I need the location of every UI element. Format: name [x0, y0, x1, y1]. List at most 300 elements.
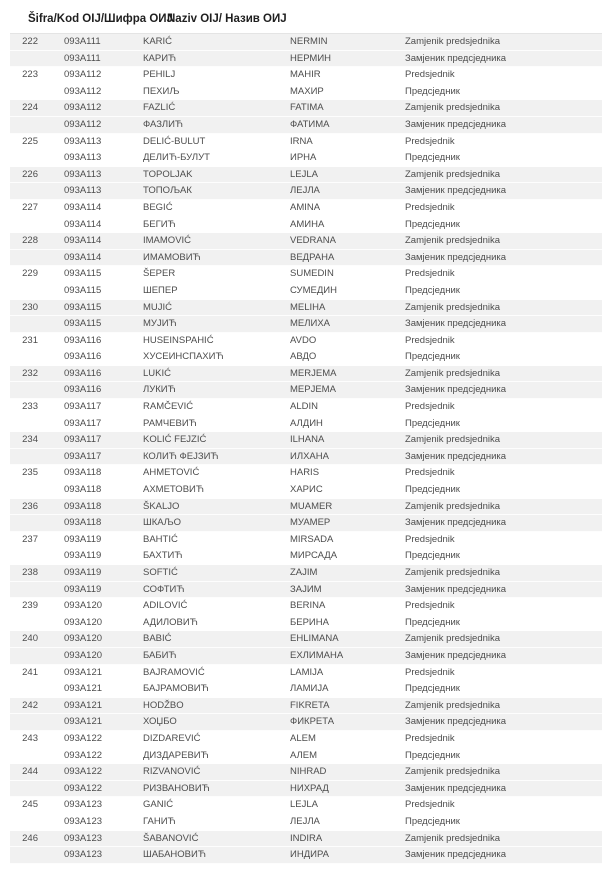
firstname-latin: ALDIN [290, 401, 318, 413]
firstname-cyrillic: МЕРЈЕМА [290, 384, 336, 396]
table-entry [10, 399, 602, 432]
table-row-cyrillic [10, 582, 602, 599]
table-row-cyrillic [10, 183, 602, 200]
oij-code-repeat: 093A116 [64, 351, 102, 363]
table-row-cyrillic [10, 349, 602, 366]
role-latin: Zamjenik predsjednika [405, 766, 501, 778]
table-row-latin [10, 34, 602, 51]
row-number: 228 [22, 235, 38, 247]
surname-latin: HODŽBO [143, 699, 184, 711]
oij-code: 093A115 [64, 301, 102, 313]
firstname-latin: SUMEDIN [290, 268, 334, 280]
surname-cyrillic: ШЕПЕР [143, 284, 178, 296]
surname-cyrillic: ТОПОЉАК [143, 185, 192, 197]
firstname-cyrillic: МУАМЕР [290, 517, 331, 529]
row-number: 233 [22, 401, 38, 413]
firstname-cyrillic: АВДО [290, 351, 317, 363]
table-entry [10, 432, 602, 465]
table-row-latin [10, 67, 602, 84]
oij-code-repeat: 093A112 [64, 85, 102, 97]
oij-code-repeat: 093A114 [64, 251, 102, 263]
role-latin: Predsjednik [405, 799, 455, 811]
table-row-cyrillic [10, 382, 602, 399]
oij-code: 093A116 [64, 334, 102, 346]
surname-cyrillic: ПЕХИЉ [143, 85, 180, 97]
surname-cyrillic: ФАЗЛИЋ [143, 118, 184, 130]
role-cyrillic: Предсједник [405, 284, 460, 296]
row-number: 242 [22, 699, 38, 711]
oij-code: 093A119 [64, 567, 102, 578]
table-row-cyrillic [10, 150, 602, 167]
table-row-cyrillic [10, 51, 602, 68]
surname-latin: LUKIĆ [143, 367, 171, 379]
table-row-cyrillic [10, 416, 602, 433]
row-number: 230 [22, 301, 38, 313]
table-row-latin [10, 300, 602, 317]
firstname-cyrillic: ИРНА [290, 152, 317, 164]
row-number: 238 [22, 567, 38, 578]
row-number: 231 [22, 334, 38, 346]
surname-cyrillic: КОЛИЋ ФЕЈЗИЋ [143, 450, 219, 462]
row-number: 222 [22, 36, 38, 47]
row-number: 224 [22, 102, 38, 114]
role-latin: Zamjenik predsjednika [405, 832, 501, 844]
table-entry [10, 233, 602, 266]
role-cyrillic: Замјеник предсједника [405, 849, 507, 861]
surname-cyrillic: БАБИЋ [143, 649, 177, 661]
table-entry [10, 100, 602, 133]
oij-code: 093A112 [64, 69, 102, 81]
oij-code-repeat: 093A115 [64, 284, 102, 296]
oij-code-repeat: 093A115 [64, 318, 102, 330]
firstname-cyrillic: ЕХЛИМАНА [290, 649, 344, 661]
table-row-cyrillic [10, 250, 602, 267]
role-cyrillic: Замјеник предсједника [405, 782, 507, 794]
oij-code-repeat: 093A122 [64, 782, 103, 794]
table-row-latin [10, 698, 602, 715]
firstname-latin: MAHIR [290, 69, 321, 81]
firstname-cyrillic: АМИНА [290, 218, 325, 230]
table-row-latin [10, 432, 602, 449]
row-number: 241 [22, 666, 38, 678]
table-row-cyrillic [10, 548, 602, 565]
table-entry [10, 764, 602, 797]
surname-latin: MUJIĆ [143, 301, 173, 313]
oij-code-repeat: 093A121 [64, 716, 103, 728]
role-cyrillic: Предсједник [405, 749, 460, 761]
oij-code: 093A113 [64, 168, 102, 180]
role-cyrillic: Замјеник предсједника [405, 716, 507, 728]
role-cyrillic: Предсједник [405, 85, 460, 97]
role-latin: Zamjenik predsjednika [405, 367, 501, 379]
firstname-cyrillic: АЛЕМ [290, 749, 318, 761]
surname-cyrillic: ДЕЛИЋ-БУЛУТ [143, 152, 210, 164]
table-entry [10, 565, 602, 598]
firstname-latin: ZAJIM [290, 567, 318, 578]
table-entry [10, 698, 602, 731]
firstname-cyrillic: ВЕДРАНА [290, 251, 335, 263]
table-entry [10, 167, 602, 200]
oij-code: 093A123 [64, 832, 103, 844]
oij-code: 093A116 [64, 367, 102, 379]
table-row-cyrillic [10, 781, 602, 798]
firstname-latin: VEDRANA [290, 235, 336, 247]
surname-latin: TOPOLJAK [143, 168, 193, 180]
oij-code-repeat: 093A117 [64, 417, 102, 429]
oij-code-repeat: 093A123 [64, 849, 103, 861]
surname-latin: BABIĆ [143, 633, 172, 645]
table-entry [10, 465, 602, 498]
role-latin: Zamjenik predsjednika [405, 168, 501, 180]
oij-code: 093A122 [64, 732, 103, 744]
role-latin: Zamjenik predsjednika [405, 301, 501, 313]
surname-cyrillic: СОФТИЋ [143, 583, 185, 595]
firstname-latin: BERINA [290, 600, 326, 612]
table-row-latin [10, 200, 602, 217]
role-latin: Predsjednik [405, 600, 455, 612]
table-row-latin [10, 797, 602, 814]
table-row-latin [10, 399, 602, 416]
firstname-cyrillic: ЛЕЈЛА [290, 185, 320, 197]
role-cyrillic: Замјеник предсједника [405, 583, 507, 595]
oij-code-repeat: 093A118 [64, 517, 102, 529]
row-number: 240 [22, 633, 38, 645]
surname-latin: ADILOVIĆ [143, 600, 188, 612]
role-latin: Predsjednik [405, 135, 455, 147]
role-cyrillic: Предсједник [405, 218, 460, 230]
row-number: 226 [22, 168, 38, 180]
oij-code: 093A114 [64, 201, 102, 213]
oij-code: 093A123 [64, 799, 103, 811]
surname-cyrillic: БЕГИЋ [143, 218, 176, 230]
oij-code: 093A118 [64, 500, 102, 512]
table-row-latin [10, 366, 602, 383]
row-number: 229 [22, 268, 38, 280]
table-row-cyrillic [10, 217, 602, 234]
role-cyrillic: Предсједник [405, 616, 460, 628]
role-latin: Predsjednik [405, 533, 455, 545]
surname-latin: BAJRAMOVIĆ [143, 666, 205, 678]
role-latin: Predsjednik [405, 334, 455, 346]
surname-cyrillic: РИЗВАНОВИЋ [143, 782, 210, 794]
table-row-latin [10, 266, 602, 283]
surname-latin: SOFTIĆ [143, 567, 178, 578]
table-row-latin [10, 831, 602, 848]
surname-cyrillic: ХУСЕИНСПАХИЋ [143, 351, 224, 363]
row-number: 234 [22, 434, 38, 446]
firstname-latin: NERMIN [290, 36, 328, 47]
surname-latin: DELIĆ-BULUT [143, 135, 206, 147]
firstname-latin: IRNA [290, 135, 313, 147]
firstname-latin: NIHRAD [290, 766, 327, 778]
firstname-cyrillic: ЛАМИЈА [290, 683, 329, 695]
firstname-latin: MERJEMA [290, 367, 337, 379]
table-entry [10, 34, 602, 67]
table-row-latin [10, 731, 602, 748]
role-latin: Zamjenik predsjednika [405, 633, 501, 645]
surname-cyrillic: БАЈРАМОВИЋ [143, 683, 209, 695]
table-row-cyrillic [10, 814, 602, 831]
oij-code-repeat: 093A119 [64, 550, 102, 562]
firstname-latin: ILHANA [290, 434, 325, 446]
header-code-column-label: Šifra/Kod OIJ/Шифра ОИЈ [28, 13, 173, 25]
firstname-cyrillic: БЕРИНА [290, 616, 329, 628]
surname-latin: IMAMOVIĆ [143, 235, 192, 247]
firstname-cyrillic: МАХИР [290, 85, 324, 97]
firstname-latin: EHLIMANA [290, 633, 339, 645]
row-number: 236 [22, 500, 38, 512]
firstname-cyrillic: МЕЛИХА [290, 318, 330, 330]
table-row-cyrillic [10, 748, 602, 765]
oij-code: 093A121 [64, 666, 103, 678]
row-number: 225 [22, 135, 38, 147]
firstname-cyrillic: ИЛХАНА [290, 450, 329, 462]
surname-latin: KARIĆ [143, 36, 173, 47]
surname-cyrillic: ДИЗДАРЕВИЋ [143, 749, 209, 761]
oij-code-repeat: 093A113 [64, 185, 102, 197]
table-row-cyrillic [10, 84, 602, 101]
table-entry [10, 631, 602, 664]
table-row-cyrillic [10, 648, 602, 665]
oij-code: 093A113 [64, 135, 102, 147]
oij-code-repeat: 093A113 [64, 152, 102, 164]
table-row-latin [10, 167, 602, 184]
firstname-latin: AMINA [290, 201, 321, 213]
firstname-cyrillic: НЕРМИН [290, 52, 332, 64]
firstname-cyrillic: НИХРАД [290, 782, 329, 794]
role-cyrillic: Замјеник предсједника [405, 517, 507, 529]
firstname-cyrillic: ЛЕЈЛА [290, 815, 320, 827]
firstname-cyrillic: ФИКРЕТА [290, 716, 335, 728]
firstname-latin: LEJLA [290, 168, 318, 180]
oij-code: 093A119 [64, 533, 102, 545]
oij-code: 093A121 [64, 699, 103, 711]
firstname-latin: FIKRETA [290, 699, 330, 711]
oij-code-repeat: 093A116 [64, 384, 102, 396]
surname-cyrillic: ШКАЉО [143, 517, 182, 529]
surname-latin: ŠEPER [143, 268, 176, 280]
table-entry [10, 797, 602, 830]
role-latin: Predsjednik [405, 268, 455, 280]
oij-code-repeat: 093A122 [64, 749, 103, 761]
role-cyrillic: Замјеник предсједника [405, 384, 507, 396]
row-number: 223 [22, 69, 38, 81]
row-number: 227 [22, 201, 38, 213]
table-row-cyrillic [10, 117, 602, 134]
row-number: 243 [22, 732, 38, 744]
firstname-latin: MUAMER [290, 500, 333, 512]
role-cyrillic: Предсједник [405, 550, 460, 562]
table-entry [10, 731, 602, 764]
firstname-latin: HARIS [290, 467, 320, 479]
surname-cyrillic: РАМЧЕВИЋ [143, 417, 197, 429]
role-latin: Zamjenik predsjednika [405, 235, 501, 247]
role-latin: Zamjenik predsjednika [405, 500, 501, 512]
surname-latin: AHMETOVIĆ [143, 467, 200, 479]
row-number: 239 [22, 600, 38, 612]
surname-latin: GANIĆ [143, 799, 174, 811]
table-entry [10, 532, 602, 565]
role-cyrillic: Замјеник предсједника [405, 185, 507, 197]
table-entry [10, 831, 602, 864]
firstname-cyrillic: ХАРИС [290, 484, 323, 496]
oij-code: 093A115 [64, 268, 102, 280]
oij-officials-table [10, 33, 602, 864]
oij-code: 093A117 [64, 434, 102, 446]
row-number: 235 [22, 467, 38, 479]
table-entry [10, 366, 602, 399]
table-row-cyrillic [10, 515, 602, 532]
role-cyrillic: Предсједник [405, 683, 460, 695]
header-name-column-label: Naziv OIJ/ Назив ОИЈ [167, 13, 287, 25]
oij-code: 093A112 [64, 102, 102, 114]
oij-code-repeat: 093A119 [64, 583, 102, 595]
oij-code-repeat: 093A120 [64, 616, 103, 628]
firstname-latin: INDIRA [290, 832, 323, 844]
table-row-latin [10, 665, 602, 682]
role-latin: Predsjednik [405, 467, 455, 479]
surname-latin: RIZVANOVIĆ [143, 766, 201, 778]
role-cyrillic: Предсједник [405, 484, 460, 496]
role-latin: Predsjednik [405, 666, 455, 678]
oij-code-repeat: 093A120 [64, 649, 103, 661]
table-row-latin [10, 631, 602, 648]
table-entry [10, 266, 602, 299]
table-row-latin [10, 565, 602, 582]
row-number: 244 [22, 766, 38, 778]
surname-cyrillic: ЛУКИЋ [143, 384, 176, 396]
firstname-latin: FATIMA [290, 102, 324, 114]
firstname-cyrillic: СУМЕДИН [290, 284, 337, 296]
oij-code: 093A122 [64, 766, 103, 778]
table-header [0, 13, 612, 29]
firstname-cyrillic: АЛДИН [290, 417, 323, 429]
row-number: 232 [22, 367, 38, 379]
row-number: 246 [22, 832, 38, 844]
table-entry [10, 665, 602, 698]
surname-cyrillic: ХОЏБО [143, 716, 177, 728]
surname-latin: HUSEINSPAHIĆ [143, 334, 214, 346]
role-cyrillic: Предсједник [405, 152, 460, 164]
firstname-latin: ALEM [290, 732, 316, 744]
table-row-cyrillic [10, 316, 602, 333]
row-number: 245 [22, 799, 38, 811]
firstname-cyrillic: МИРСАДА [290, 550, 338, 562]
table-row-cyrillic [10, 681, 602, 698]
table-entry [10, 598, 602, 631]
table-row-latin [10, 233, 602, 250]
table-row-latin [10, 465, 602, 482]
table-row-latin [10, 764, 602, 781]
oij-code-repeat: 093A118 [64, 484, 102, 496]
table-entry [10, 300, 602, 333]
surname-cyrillic: КАРИЋ [143, 52, 177, 64]
firstname-cyrillic: ЗАЈИМ [290, 583, 322, 595]
oij-code: 093A114 [64, 235, 102, 247]
oij-code-repeat: 093A112 [64, 118, 102, 130]
role-cyrillic: Замјеник предсједника [405, 118, 507, 130]
role-cyrillic: Замјеник предсједника [405, 318, 507, 330]
role-cyrillic: Замјеник предсједника [405, 450, 507, 462]
role-latin: Predsjednik [405, 201, 455, 213]
firstname-latin: AVDO [290, 334, 317, 346]
role-cyrillic: Замјеник предсједника [405, 52, 507, 64]
table-row-latin [10, 499, 602, 516]
table-row-cyrillic [10, 482, 602, 499]
table-row-latin [10, 100, 602, 117]
surname-latin: KOLIĆ FEJZIĆ [143, 434, 207, 446]
role-cyrillic: Замјеник предсједника [405, 649, 507, 661]
table-entry [10, 499, 602, 532]
surname-latin: RAMČEVIĆ [143, 401, 194, 413]
oij-code: 093A120 [64, 633, 103, 645]
oij-code-repeat: 093A121 [64, 683, 103, 695]
table-row-cyrillic [10, 615, 602, 632]
role-cyrillic: Предсједник [405, 417, 460, 429]
table-entry [10, 67, 602, 100]
oij-code-repeat: 093A117 [64, 450, 102, 462]
table-row-cyrillic [10, 714, 602, 731]
firstname-latin: MELIHA [290, 301, 326, 313]
firstname-latin: MIRSADA [290, 533, 334, 545]
table-row-cyrillic [10, 449, 602, 466]
firstname-latin: LEJLA [290, 799, 318, 811]
surname-cyrillic: ГАНИЋ [143, 815, 176, 827]
table-entry [10, 200, 602, 233]
table-row-cyrillic [10, 847, 602, 864]
role-cyrillic: Предсједник [405, 351, 460, 363]
table-row-latin [10, 134, 602, 151]
oij-code: 093A120 [64, 600, 103, 612]
table-row-latin [10, 532, 602, 549]
role-latin: Zamjenik predsjednika [405, 699, 501, 711]
firstname-cyrillic: ФАТИМА [290, 118, 330, 130]
firstname-latin: LAMIJA [290, 666, 324, 678]
table-row-latin [10, 598, 602, 615]
table-row-cyrillic [10, 283, 602, 300]
surname-latin: BAHTIĆ [143, 533, 178, 545]
oij-code-repeat: 093A111 [64, 52, 101, 64]
surname-cyrillic: ШАБАНОВИЋ [143, 849, 206, 861]
surname-latin: FAZLIĆ [143, 102, 176, 114]
row-number: 237 [22, 533, 38, 545]
table-row-latin [10, 333, 602, 350]
surname-latin: ŠKALJO [143, 500, 180, 512]
surname-cyrillic: МУЈИЋ [143, 318, 177, 330]
surname-latin: BEGIĆ [143, 201, 173, 213]
role-latin: Predsjednik [405, 69, 455, 81]
firstname-cyrillic: ИНДИРА [290, 849, 329, 861]
role-latin: Zamjenik predsjednika [405, 567, 501, 578]
role-latin: Zamjenik predsjednika [405, 434, 501, 446]
oij-code-repeat: 093A114 [64, 218, 102, 230]
surname-cyrillic: АДИЛОВИЋ [143, 616, 198, 628]
surname-latin: ŠABANOVIĆ [143, 832, 199, 844]
table-entry [10, 333, 602, 366]
role-cyrillic: Замјеник предсједника [405, 251, 507, 263]
surname-latin: PEHILJ [143, 69, 176, 81]
oij-code: 093A111 [64, 36, 101, 47]
role-latin: Predsjednik [405, 732, 455, 744]
role-latin: Zamjenik predsjednika [405, 36, 501, 47]
role-latin: Zamjenik predsjednika [405, 102, 501, 114]
role-latin: Predsjednik [405, 401, 455, 413]
table-entry [10, 134, 602, 167]
surname-latin: DIZDAREVIĆ [143, 732, 201, 744]
oij-code-repeat: 093A123 [64, 815, 103, 827]
surname-cyrillic: ИМАМОВИЋ [143, 251, 201, 263]
oij-code: 093A117 [64, 401, 102, 413]
